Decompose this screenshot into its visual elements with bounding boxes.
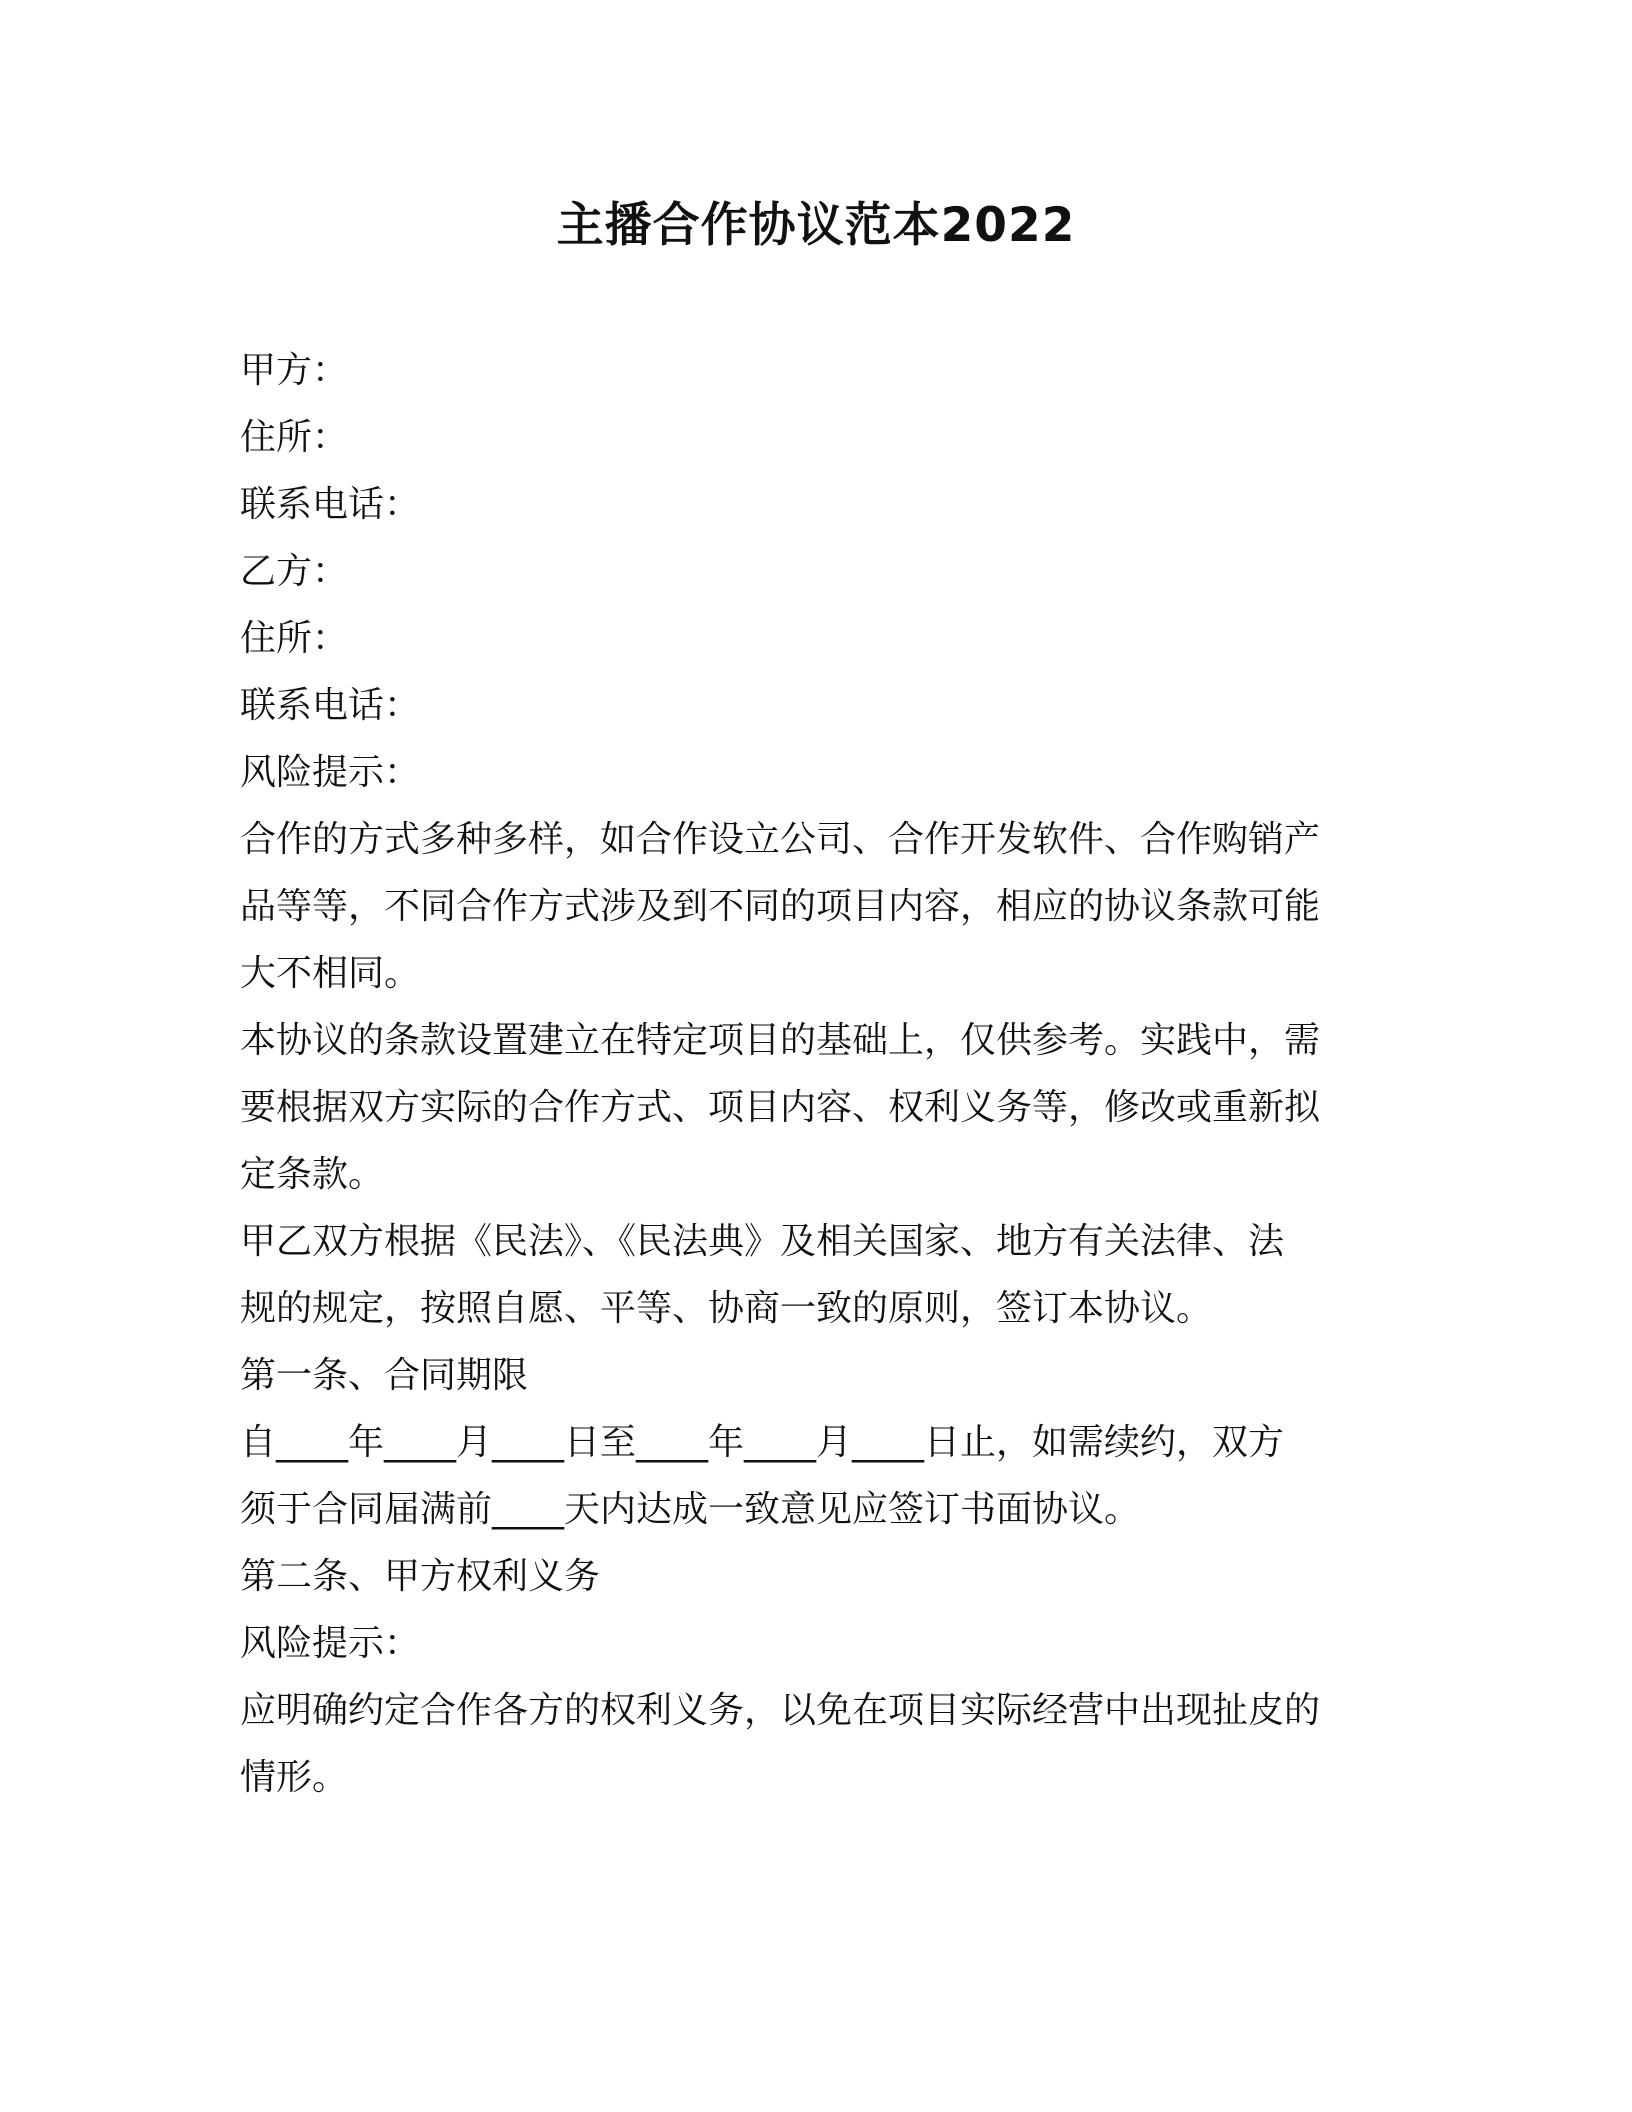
article-1-heading: 第一条、合同期限	[240, 1355, 529, 1396]
party-b-address-label: 住所：	[240, 618, 349, 659]
paragraph-line: 应明确约定合作各方的权利义务，以免在项目实际经营中出现扯皮的	[240, 1690, 1321, 1731]
paragraph-line: 甲乙双方根据《民法》、《民法典》及相关国家、地方有关法律、法	[240, 1221, 1285, 1262]
paragraph-line: 自____年____月____日至____年____月____日止，如需续约，双方	[240, 1422, 1285, 1463]
paragraph-line: 本协议的条款设置建立在特定项目的基础上，仅供参考。实践中，需	[240, 1020, 1321, 1061]
document-body	[240, 337, 1390, 1811]
risk-notice-heading: 风险提示：	[240, 1623, 421, 1664]
paragraph-line: 须于合同届满前____天内达成一致意见应签订书面协议。	[240, 1489, 1141, 1530]
party-b-phone-label: 联系电话：	[240, 685, 421, 726]
article-2-heading: 第二条、甲方权利义务	[240, 1556, 601, 1597]
paragraph-line: 定条款。	[240, 1154, 385, 1195]
party-a-address-label: 住所：	[240, 417, 349, 458]
party-a-phone-label: 联系电话：	[240, 484, 421, 525]
paragraph-line: 品等等，不同合作方式涉及到不同的项目内容，相应的协议条款可能	[240, 886, 1321, 927]
paragraph-line: 情形。	[240, 1757, 349, 1798]
risk-notice-heading: 风险提示：	[240, 752, 421, 793]
paragraph-line: 合作的方式多种多样，如合作设立公司、合作开发软件、合作购销产	[240, 819, 1321, 860]
paragraph-line: 规的规定，按照自愿、平等、协商一致的原则，签订本协议。	[240, 1288, 1213, 1329]
party-b-label: 乙方：	[240, 551, 349, 592]
paragraph-line: 要根据双方实际的合作方式、项目内容、权利义务等，修改或重新拟	[240, 1087, 1321, 1128]
paragraph-line: 大不相同。	[240, 953, 421, 994]
document-title: 主播合作协议范本2022	[556, 198, 1076, 253]
party-a-label: 甲方：	[240, 350, 349, 391]
